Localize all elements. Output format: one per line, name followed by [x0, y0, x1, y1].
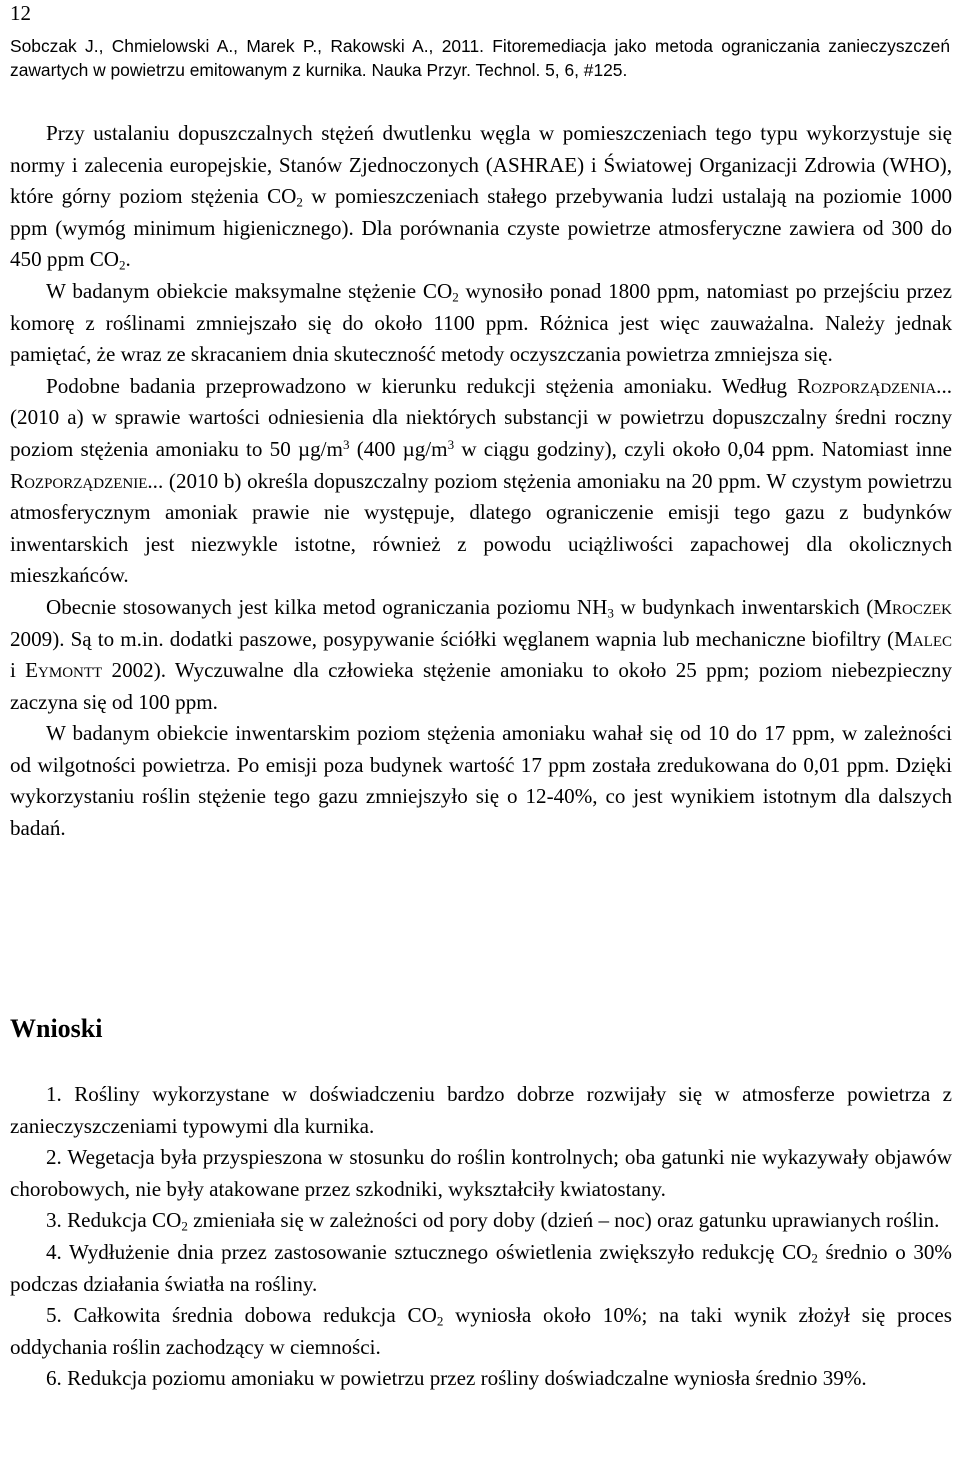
citation-header: Sobczak J., Chmielowski A., Marek P., Rakowski A., 2011. Fitoremediacja jako metoda ograniczania zanieczyszczeń zawartych w powietrzu emitowanym z kurnika. Nauka Przyr. Technol. 5, 6, #125. [10, 36, 950, 80]
author-name: Malec [894, 626, 952, 651]
subscript: 2 [119, 257, 126, 273]
paragraph-co2-norms: Przy ustalaniu dopuszczalnych stężeń dwutlenku węgla w pomieszczeniach tego typu wykorzystuje się normy i zalecenia europejskie, Stanów Zjednoczonych (ASHRAE) i Światowej Organizacji Zdrowia (WHO), które górny poziom stężenia $CO_2$ w pomieszczeniach stałego przebywania ludzi ustalają na poziomie 1000 ppm (wymóg minimum higienicznego). Dla porównania czyste powietrze atmosferyczne zawiera od 300 do 450 ppm $CO_2$. [10, 121, 952, 273]
conclusion-item-1: 1. Rośliny wykorzystane w doświadczeniu bardzo dobrze rozwijały się w atmosferze powietrza z zanieczyszczeniami typowymi dla kurnika. [10, 1082, 952, 1138]
conclusion-item-6: 6. Redukcja poziomu amoniaku w powietrzu przez rośliny doświadczalne wyniosła średnio 39%. [46, 1366, 867, 1391]
subscript: 2 [811, 1250, 818, 1266]
author-name: Rozporządzenia [797, 373, 937, 398]
superscript: 3 [447, 436, 455, 452]
subscript: 2 [436, 1313, 444, 1329]
paragraph-ammonia-methods: Obecnie stosowanych jest kilka metod ograniczania poziomu $NH_3$ w budynkach inwentarskich (Mroczek 2009). Są to m.in. dodatki paszowe, posypywanie ściółki węglanem wapnia lub mechaniczne biofiltry (Malec i Eymontt 2002). Wyczuwalne dla człowieka stężenie amoniaku to około 25 ppm; poziom niebezpieczny zaczyna się od 100 ppm. [10, 594, 952, 714]
paragraph-ammonia-regulations: Podobne badania przeprowadzono w kierunku redukcji stężenia amoniaku. Według Rozporządzenia... (2010 a) w sprawie wartości odniesienia dla niektórych substancji w powietrzu dopuszczalny średni roczny poziom stężenia amoniaku to 50 $\mu g/m^3$ (400 $\mu g/m^3$ w ciągu godziny), czyli około 0,04 ppm. Natomiast inne Rozporządzenie... (2010 b) określa dopuszczalny poziom stężenia amoniaku na 20 ppm. W czystym powietrzu atmosferycznym amoniak prawie nie występuje, dlatego ograniczenie emisji tego gazu z budynków inwentarskich jest niezwykle istotne, również z powodu uciążliwości zapachowej dla okolicznych mieszkańców. [10, 373, 952, 588]
subscript: 2 [296, 194, 303, 210]
author-name: Rozporządzenie [10, 468, 148, 493]
conclusions-list [10, 1079, 952, 1395]
main-text [10, 118, 952, 845]
subscript: 3 [607, 605, 614, 621]
author-name: Eymontt [25, 658, 103, 683]
conclusion-item-4: 4. Wydłużenie dnia przez zastosowanie sztucznego oświetlenia zwiększyło redukcję $CO_2$ średnio o 30% podczas działania światła na rośliny. [10, 1239, 952, 1296]
subscript: 2 [181, 1218, 188, 1234]
conclusion-item-3: 3. Redukcja $CO_2$ zmieniała się w zależności od pory doby (dzień – noc) oraz gatunku uprawianych roślin. [46, 1208, 940, 1234]
conclusion-item-5: 5. Całkowita średnia dobowa redukcja $CO_2$ wyniosła około 10%; na taki wynik złożył się proces oddychania roślin zachodzący w ciemności. [10, 1303, 952, 1359]
superscript: 3 [342, 436, 350, 452]
section-heading-conclusions: Wnioski [10, 1014, 103, 1043]
conclusion-item-2: 2. Wegetacja była przyspieszona w stosunku do roślin kontrolnych; oba gatunki nie wykazywały objawów chorobowych, nie były atakowane przez szkodniki, wykształciły kwiatostany. [10, 1145, 952, 1201]
paragraph-co2-results: W badanym obiekcie maksymalne stężenie $CO_2$ wynosiło ponad 1800 ppm, natomiast po przejściu przez komorę z roślinami zmniejszało się do około 1100 ppm. Różnica jest więc zauważalna. Należy jednak pamiętać, że wraz ze skracaniem dnia skuteczność metody oczyszczania powietrza zmniejsza się. [10, 278, 952, 367]
author-name: Mroczek [873, 594, 952, 619]
paragraph-ammonia-results: W badanym obiekcie inwentarskim poziom stężenia amoniaku wahał się od 10 do 17 ppm, w zależności od wilgotności powietrza. Po emisji poza budynek wartość 17 ppm została zredukowana do 0,01 ppm. Dzięki wykorzystaniu roślin stężenie tego gazu zmniejszyło się o 12-40%, co jest wynikiem istotnym dla dalszych badań. [10, 721, 952, 841]
page-number: 12 [10, 1, 31, 25]
subscript: 2 [452, 289, 459, 305]
